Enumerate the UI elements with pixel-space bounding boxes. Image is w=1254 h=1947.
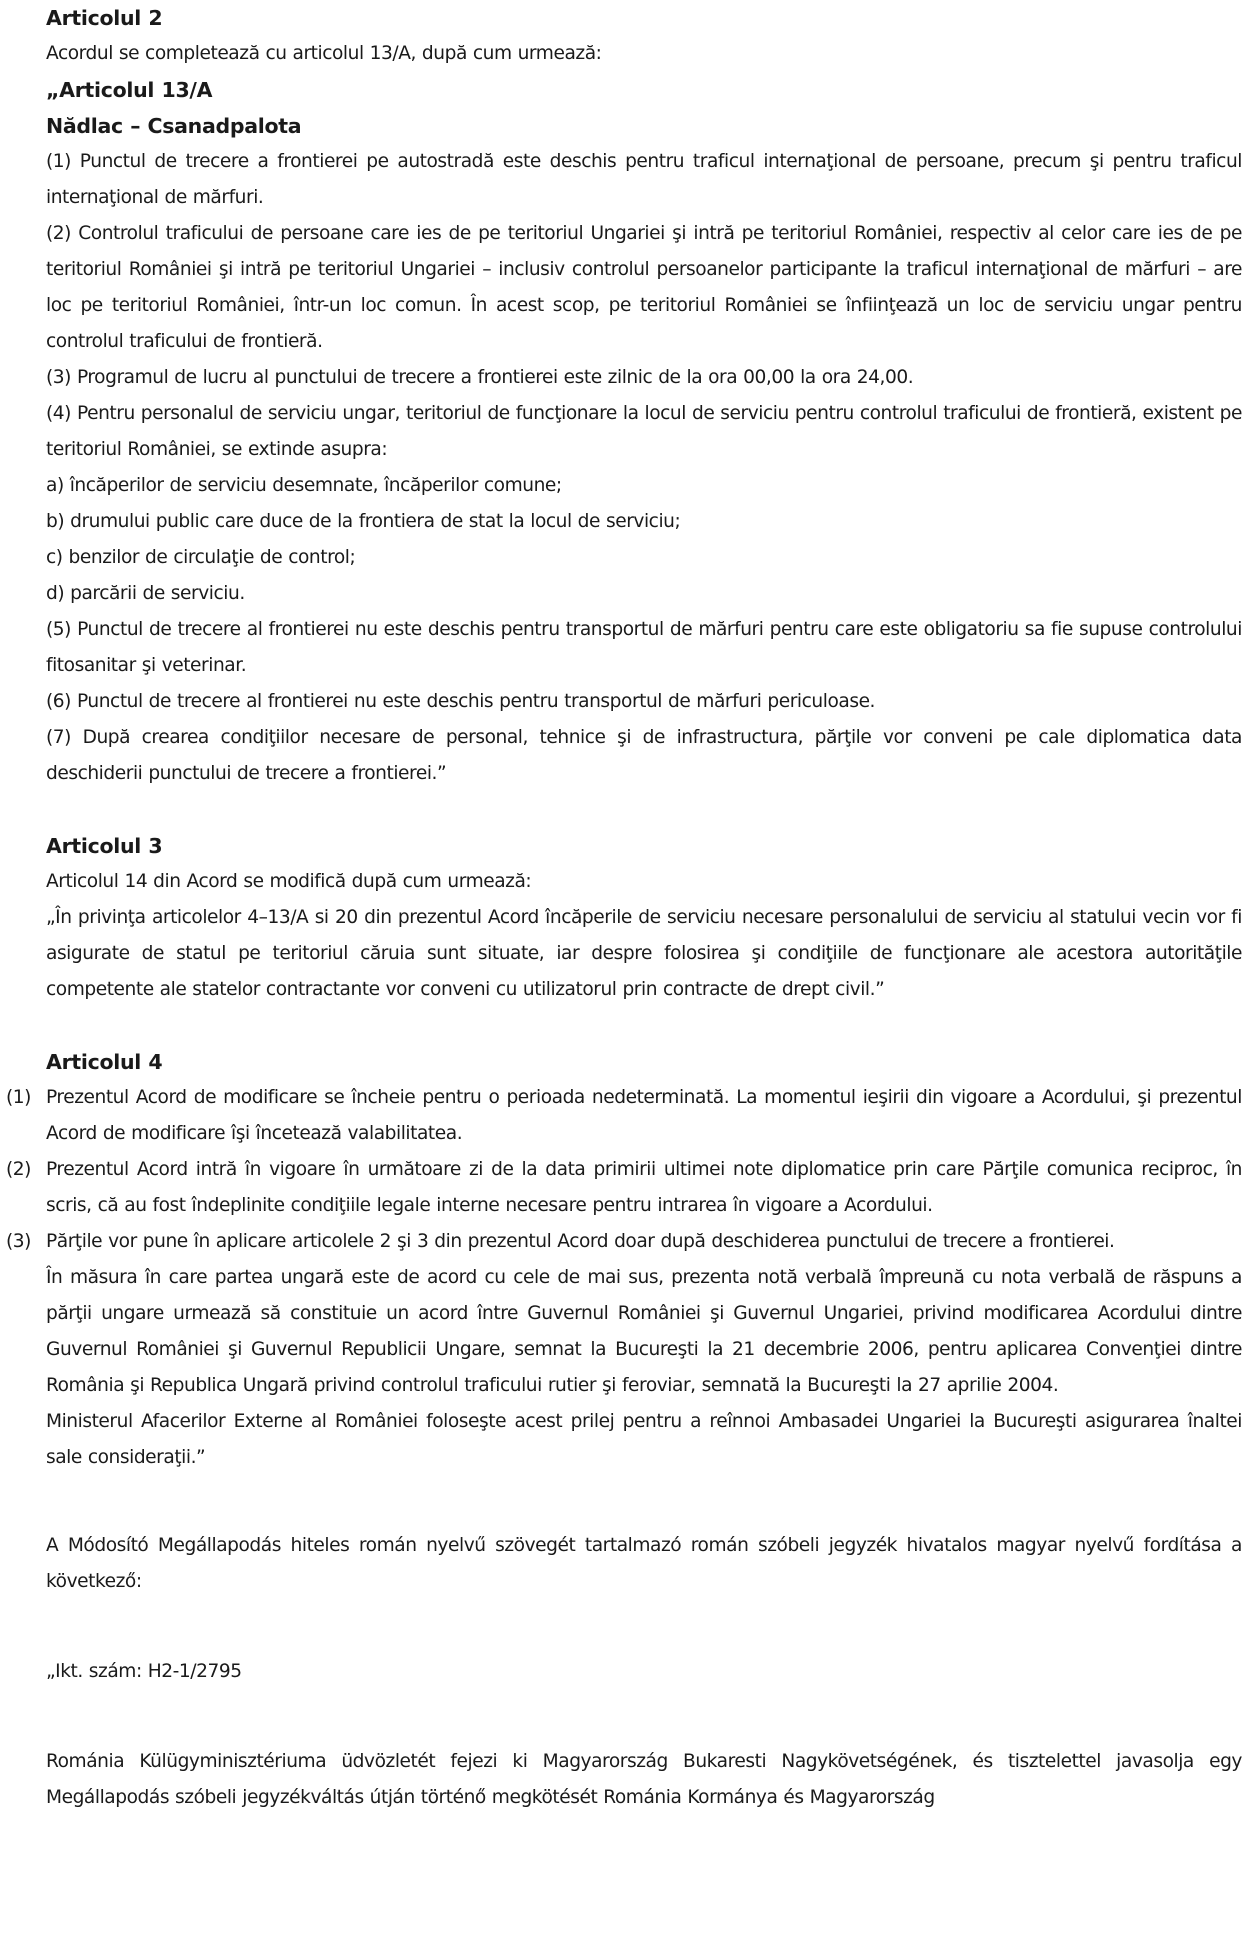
item-text: Prezentul Acord intră în vigoare în următoare zi de la data primirii ultimei note diplomatice prin care Părţile comunica reciproc, în scris, că au fost îndeplinite condiţiile legale interne necesare pentru intrarea în vigoare a Acordului.	[46, 1159, 1242, 1216]
translation-body: Románia Külügyminisztériuma üdvözletét fejezi ki Magyarország Bukaresti Nagykövetségének, és tisztelettel javasolja egy Megállapodás szóbeli jegyzékváltás útján történő megkötését Románia Kormánya és Magyarország	[46, 1751, 1242, 1808]
article-13a-paragraph-1: (1) Punctul de trecere a frontierei pe autostradă este deschis pentru traficul internaţional de persoane, precum şi pentru traficul internaţional de mărfuri.	[46, 151, 1242, 208]
article-13a-paragraph-5: (5) Punctul de trecere al frontierei nu este deschis pentru transportul de mărfuri pentru care este obligatoriu sa fie supuse controlului fitosanitar şi veterinar.	[46, 619, 1242, 676]
article-13a-paragraph-6: (6) Punctul de trecere al frontierei nu este deschis pentru transportul de mărfuri periculoase.	[46, 691, 876, 712]
article-13a-paragraph-4: (4) Pentru personalul de serviciu ungar, teritoriul de funcţionare la locul de serviciu pentru controlul traficului de frontieră, existent pe teritoriul României, se extinde asupra:	[46, 403, 1242, 460]
item-number: (1)	[6, 1087, 31, 1108]
item-number: (2)	[6, 1159, 31, 1180]
item-number: (3)	[6, 1231, 31, 1252]
article-13a-paragraph-4b: b) drumului public care duce de la frontiera de stat la locul de serviciu;	[46, 511, 681, 532]
border-crossing-name: Nădlac – Csanadpalota	[46, 114, 302, 138]
article-13a-heading: „Articolul 13/A	[46, 78, 213, 102]
translation-intro: A Módosító Megállapodás hiteles román nyelvű szövegét tartalmazó román szóbeli jegyzék hivatalos magyar nyelvű fordítása a következő:	[46, 1535, 1242, 1592]
closing-paragraph-1: În măsura în care partea ungară este de acord cu cele de mai sus, prezenta notă verbală împreună cu nota verbală de răspuns a părţii ungare urmează să constituie un acord între Guvernul României şi Guvernul Ungariei, privind modificarea Acordului dintre Guvernul României şi Guvernul Republicii Ungare, semnat la Bucureşti la 21 decembrie 2006, pentru aplicarea Convenţiei dintre România şi Republica Ungară privind controlul traficului rutier şi feroviar, semnată la Bucureşti la 27 aprilie 2004.	[46, 1267, 1242, 1396]
article-2-intro: Acordul se completează cu articolul 13/A, după cum urmează:	[46, 43, 602, 64]
article-4-heading: Articolul 4	[46, 1050, 163, 1074]
article-13a-paragraph-4c: c) benzilor de circulaţie de control;	[46, 547, 356, 568]
item-text: Prezentul Acord de modificare se încheie pentru o perioada nedeterminată. La momentul ieşirii din vigoare a Acordului, şi prezentul Acord de modificare îşi încetează valabilitatea.	[46, 1087, 1242, 1144]
article-3-intro: Articolul 14 din Acord se modifică după cum urmează:	[46, 871, 532, 892]
article-4-item-3	[6, 1224, 1242, 1260]
closing-paragraph-2: Ministerul Afacerilor Externe al României foloseşte acest prilej pentru a reînnoi Ambasadei Ungariei la Bucureşti asigurarea înaltei sale consideraţii.”	[46, 1411, 1242, 1468]
item-text: Părţile vor pune în aplicare articolele 2 şi 3 din prezentul Acord doar după deschiderea punctului de trecere a frontierei.	[46, 1231, 1115, 1252]
article-4-item-2	[6, 1152, 1242, 1224]
document-body	[6, 0, 1242, 1816]
article-2-heading: Articolul 2	[46, 6, 163, 30]
article-3-heading: Articolul 3	[46, 834, 163, 858]
article-13a-paragraph-3: (3) Programul de lucru al punctului de trecere a frontierei este zilnic de la ora 00,00 la ora 24,00.	[46, 367, 914, 388]
registration-number: „Ikt. szám: H2-1/2795	[46, 1661, 242, 1682]
article-13a-paragraph-4a: a) încăperilor de serviciu desemnate, încăperilor comune;	[46, 475, 562, 496]
article-13a-paragraph-7: (7) După crearea condiţiilor necesare de personal, tehnice şi de infrastructura, părţile vor conveni pe cale diplomatica data deschiderii punctului de trecere a frontierei.”	[46, 727, 1242, 784]
article-3-paragraph: „În privinţa articolelor 4–13/A si 20 din prezentul Acord încăperile de serviciu necesare personalului de serviciu al statului vecin vor fi asigurate de statul pe teritoriul căruia sunt situate, iar despre folosirea şi condiţiile de funcţionare ale acestora autorităţile competente ale statelor contractante vor conveni cu utilizatorul prin contracte de drept civil.”	[46, 907, 1242, 1000]
article-13a-paragraph-4d: d) parcării de serviciu.	[46, 583, 245, 604]
article-13a-paragraph-2: (2) Controlul traficului de persoane care ies de pe teritoriul Ungariei şi intră pe teritoriul României, respectiv al celor care ies de pe teritoriul României şi intră pe teritoriul Ungariei – inclusiv controlul persoanelor participante la traficul internaţional de mărfuri – are loc pe teritoriul României, într-un loc comun. În acest scop, pe teritoriul României se înfiinţează un loc de serviciu ungar pentru controlul traficului de frontieră.	[46, 223, 1242, 352]
article-4-item-1	[6, 1080, 1242, 1152]
